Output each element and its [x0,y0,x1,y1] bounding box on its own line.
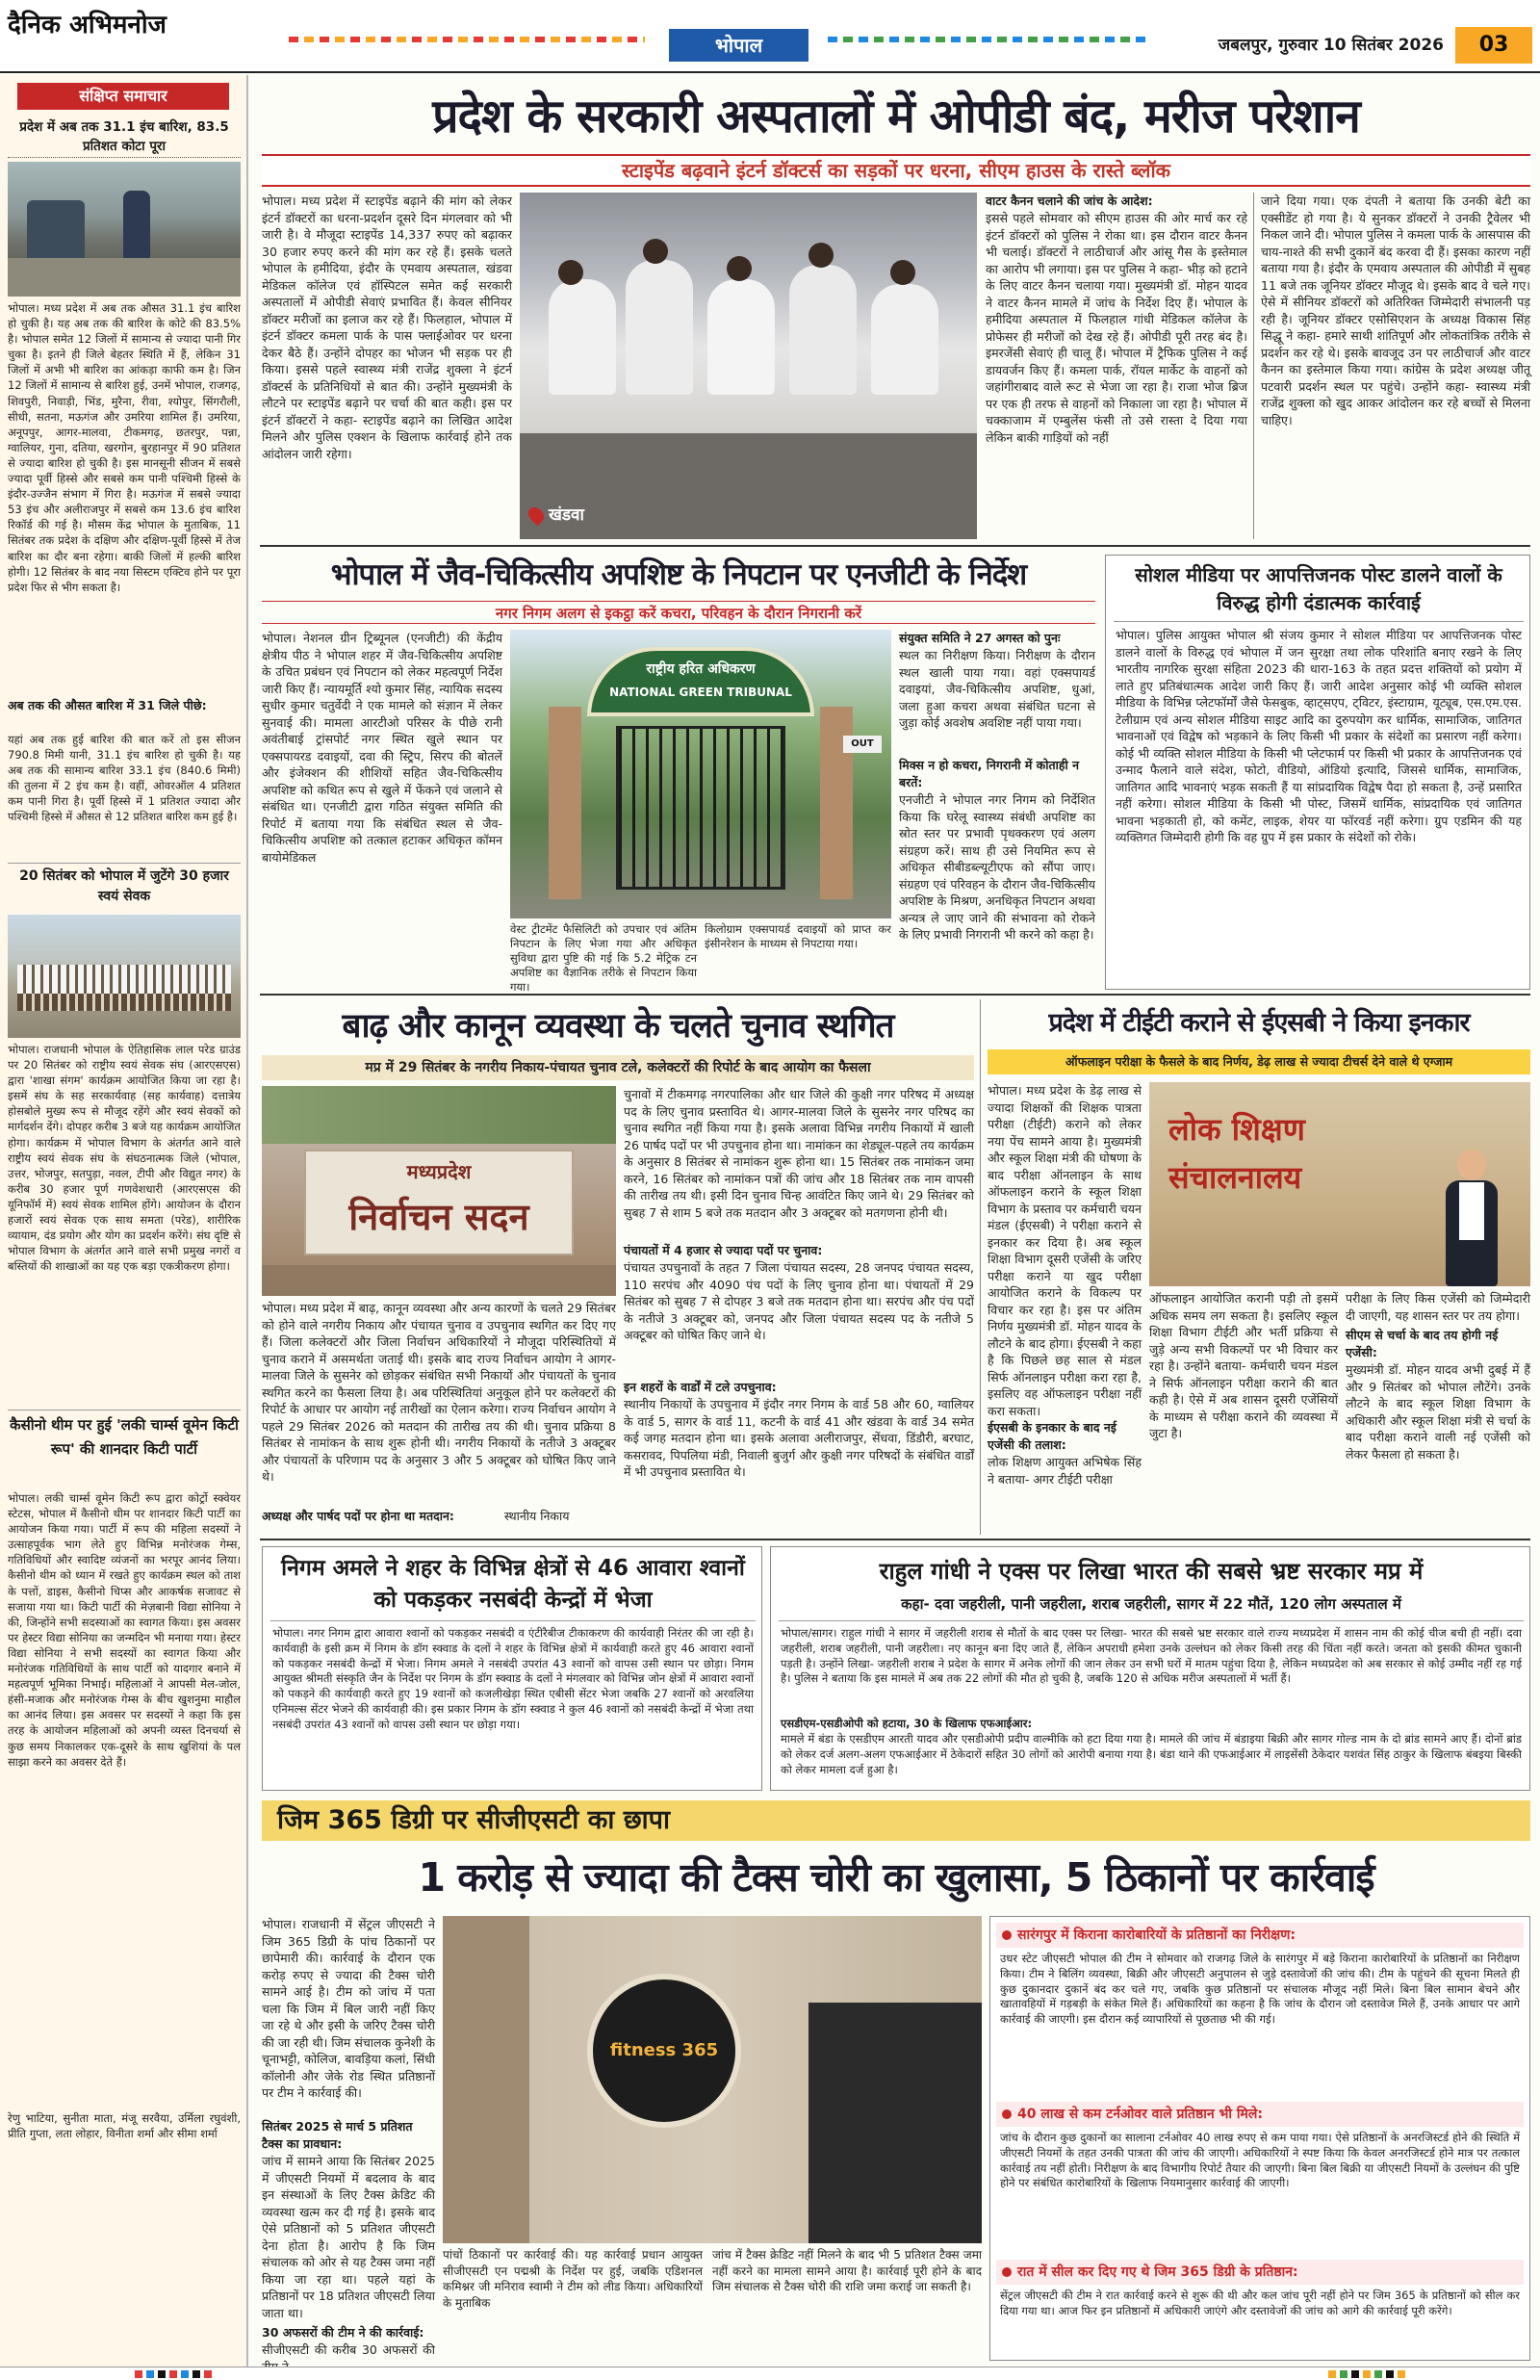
page-number: 03 [1455,27,1532,64]
lead-col-4: जाने दिया गया। एक दंपती ने बताया कि उनकी बेटी का एक्सीडेंट हो गया है। ये सुनकर डॉक्टरों ने उनकी ट्रैवेलर भी निकल जाने दी। भोपाल पुलिस ने कमला पार्क के आसपास की चाय-नाश्ते की सभी दुकानें बंद करवा दी हैं। इसका कारण नहीं बताया गया है। इंदौर के एमवाय अस्पताल की ओपीडी में सुबह 11 बजे तक जूनियर डॉक्टर मौजूद थे। इसके बाद वे चले गए। ऐसे में सीनियर डॉक्टरों को अतिरिक्त जिम्मेदारी संभालनी पड़ रही है। जूनियर डॉक्टर एसोसिएशन के अध्यक्ष विकास सिंह सिद्धू ने कहा- हमारे साथी शांतिपूर्ण और लोकतांत्रिक तरीके से प्रदर्शन कर रहे थे। इसके बावजूद उन पर लाठीचार्ज और वाटर कैनन का इस्तेमाल किया गया। कांग्रेस के प्रदेश अध्यक्ष जीतू पटवारी प्रदर्शन स्थल पर पहुंचे। उन्होंने कहा- स्वास्थ्य मंत्री राजेंद्र शुक्ला को खुद आकर आंदोलन कर रहे बच्चों से मिलना चाहिए। [1261,194,1530,427]
section-tab[interactable] [669,29,808,62]
ngt-subhead: नगर निगम अलग से इकट्ठा करें कचरा, परिवहन के दौरान निगरानी करें [262,601,1095,624]
ngt-headline: भोपाल में जैव-चिकित्सीय अपशिष्ट के निपटान पर एनजीटी के निर्देश [330,557,1027,592]
logo-text: दैनिक अभिमनोज [8,11,167,39]
teacher-figure [1438,1150,1505,1286]
registration-dots [135,2370,212,2378]
ngt-col-1: भोपाल। नेशनल ग्रीन ट्रिब्यूनल (एनजीटी) की केंद्रीय क्षेत्रीय पीठ ने भोपाल शहर में जैव-चिकित्सीय अपशिष्ट के उचित प्रबंधन एवं निपटान को लेकर महत्वपूर्ण निर्देश जारी किए हैं। न्यायमूर्ति श्यो कुमार सिंह, न्यायिक सदस्य सुधीर कुमार चतुर्वेदी ने एक मामले को संज्ञान में लेकर सुनवाई की। मामला आरटीओ परिसर के पीछे रानी अवंतीबाई ट्रांसपोर्ट नगर स्थित खुले स्थान पर एक्सपायरड दवाइयों, दवा की स्ट्रिप, सिरप की बोतलें और इंजेक्शन की शीशियों सहित जैव-चिकित्सीय अपशिष्ट को कथित रूप से खुले में फेंकने एवं जलाने से संबंधित था। एनजीटी द्वारा गठित संयुक्त समिति की रिपोर्ट में बताया गया कि संबंधित स्थल से जैव-चिकित्सीय अपशिष्ट को तत्काल हटाकर अधिकृत कॉमन बायोमेडिकल [262,631,502,865]
brief-3-headline: कैसीनो थीम पर हुई 'लकी चार्म्स वूमेन किटी रूप' की शानदार किटी पार्टी [10,1416,239,1458]
brief-2-headline: 20 सितंबर को भोपाल में जुटेंगे 30 हजार स्वयं सेवक [19,868,229,904]
ngt-out-sign: OUT [843,736,882,753]
lead-col-1: भोपाल। मध्य प्रदेश में स्टाइपेंड बढ़ाने की मांग को लेकर इंटर्न डॉक्टरों का धरना-प्रदर्शन दूसरे दिन मंगलवार को भी जारी है। वे मौजूदा स्टाइपेंड 14,337 रुपए को बढ़ाकर 30 हजार रुपए करने की मांग कर रहे हैं। इसके चलते भोपाल के हमीदिया, इंदौर के एमवाय अस्पताल, खंडवा मेडिकल कॉलेज एवं हॉस्पिटल समेत कई सरकारी अस्पतालों में ओपीडी सेवाएं प्रभावित हैं। केवल सीनियर डॉक्टर मरीजों का इलाज कर रहे हैं। फिलहाल, भोपाल में इंटर्न डॉक्टर कमला पार्क के पास फ्लाईओवर पर धरना देकर बैठे हैं। उन्होंने दोपहर का भोजन भी सड़क पर ही किया। इससे पहले स्वास्थ्य मंत्री राजेंद्र शुक्ला ने इंटर्न डॉक्टर्स के प्रतिनिधियों से बात की। उन्होंने मुख्यमंत्री के लौटने पर स्टाइपेंड बढ़ाने पर चर्चा की बात कही। इस पर इंटर्न डॉक्टरों ने कहा- स्टाइपेंड बढ़ाने का लिखित आदेश मिलने और पुलिस एक्शन के खिलाफ कार्रवाई होने तक आंदोलन जारी रहेगा। [262,194,512,461]
gym-b1-head-bar [996,1923,1524,1948]
election-col-2b: पंचायत उपचुनावों के तहत 7 जिला पंचायत सदस्य, 28 जनपद पंचायत सदस्य, 110 सरपंच और 4090 पंच पदों के लिए चुनाव होना था। पंचायतों में 29 सितंबर को सुबह 7 से दोपहर 3 बजे तक मतदान होना था। सरपंच और पंच पदों के नतीजे 3 अक्टूबर को, जनपद और जिला पंचायत सदस्य पद के नतीजे 5 अक्टूबर को घोषित किए जाने थे। [624,1260,974,1342]
registration-dots-right [1328,2370,1405,2378]
ngt-col-3: स्थल का निरीक्षण किया। निरीक्षण के दौरान स्थल खाली पाया गया। वहां एक्सपायर्ड दवाइयां, जैव-चिकित्सीय अपशिष्ट, धुआं, जला हुआ कचरा अथवा संबंधित घटना से जुड़ा कोई अवशेष अवशिष्ट नहीं पाया गया। [899,648,1095,730]
brief-1-photo [8,162,241,297]
tet-col-1: भोपाल। मध्य प्रदेश के डेढ़ लाख से ज्यादा शिक्षकों की शिक्षक पात्रता परीक्षा (टीईटी) कराने को लेकर नया पेंच सामने आया है। मुख्यमंत्री और स्कूल शिक्षा मंत्री की घोषणा के बाद परीक्षा ऑनलाइन के साथ ऑफलाइन कराने के स्कूल शिक्षा विभाग के प्रस्ताव पर कर्मचारी चयन मंडल (ईएसबी) ने परीक्षा कराने से इनकार कर दिया है। अब स्कूल शिक्षा विभाग दूसरी एजेंसी के जरिए परीक्षा कराने या खुद परीक्षा आयोजित कराने के विकल्प पर विचार कर रहा है। इस पर अंतिम निर्णय मुख्यमंत्री डॉ. मोहन यादव के लौटने के बाद होगा। ईएसबी ने कहा है कि पिछले छह साल से मंडल सिर्फ ऑनलाइन परीक्षा करा रहा है, इसलिए वह ऑफलाइन परीक्षा नहीं करा सकता। [988,1083,1142,1418]
dogs-headline: निगम अमले ने शहर के विभिन्न क्षेत्रों से 46 आवारा श्वानों को पकड़कर नसबंदी केन्द्रों में भेजा [281,1556,745,1613]
lead-photo-caption: खंडवा [549,505,584,525]
gym-photo [443,1916,982,2243]
ngt-gate [616,726,785,890]
brief-3-names: रेणु भाटिया, सुनीता माता, मंजू सरवैया, उर्मिला रघुवंशी, प्रीति गुप्ता, लता लोहार, विनीता शर्मा और सीमा शर्मा [8,2111,241,2141]
election-board-line-2: निर्वाचन सदन [348,1196,529,1238]
dateline: जबलपुर, गुरुवार 10 सितंबर 2026 [1218,36,1444,55]
election-col-1: भोपाल। मध्य प्रदेश में बाढ़, कानून व्यवस्था और अन्य कारणों के चलते 29 सितंबर को होने वाले नगरीय निकाय और पंचायत चुनाव व उपचुनाव स्थगित कर दिए गए हैं। जिला कलेक्टरों और जिला निर्वाचन अधिकारियों ने मौजूदा परिस्थितियों में चुनाव कराने में असमर्थता जताई थी। इसके बाद राज्य निर्वाचन आयोग ने आगर-मालवा जिले के सुसनेर को छोड़कर संबंधित सभी निकायों और पंचायतों के चुनाव स्थगित करने का फैसला लिया है। अब परिस्थितियां अनुकूल होने पर कलेक्टरों की रिपोर्ट के आधार पर आयोग नई तारीखों का ऐलान करेगा। राज्य निर्वाचन आयोग ने पहले 29 सितंबर 2026 को मतदान की तारीख तय की थी। चुनाव प्रक्रिया 8 सितंबर से नामांकन के साथ शुरू होनी थी। नगरीय निकायों के नतीजे 3 अक्टूबर और पंचायतों के परिणाम पद के अनुसार 3 और 5 अक्टूबर को घोषित किए जाने थे। [262,1301,616,1484]
ngt-caption-1: वेस्ट ट्रीटमेंट फैसिलिटी को उपचार एवं अंतिम निपटान के लिए भेजा गया और अधिकृत सुविधा द्वारा पुष्टि की गई कि 5.2 मेट्रिक टन अपशिष्ट का वैज्ञानिक तरीके से निपटान किया गया। [510,922,697,994]
gym-b2-body: जांच के दौरान कुछ दुकानों का सालाना टर्नओवर 40 लाख रुपए से कम पाया गया। ऐसे प्रतिष्ठानों के अनरजिस्टर्ड होने की स्थिति में जीएसटी नियमों के तहत उनकी पात्रता की जांच की जाएगी। अधिकारियों ने स्पष्ट किया कि केवल अनरजिस्टर्ड होने मात्र पर तत्काल कार्रवाई तय नहीं होती। निरीक्षण के बाद विभागीय रिपोर्ट तैयार की जाएगी। बिना बिल बिक्री या जीएसटी नियमों के उल्लंघन की पुष्टि होने पर संबंधित कारोबारियों के खिलाफ नियमानुसार कार्रवाई की जाएगी। [1000,2131,1520,2190]
ngt-board-english: NATIONAL GREEN TRIBUNAL [609,686,792,699]
lead-subhead: स्टाइपेंड बढ़वाने इंटर्न डॉक्टर्स का सड़कों पर धरना, सीएम हाउस के रास्ते ब्लॉक [621,159,1171,182]
election-board [304,1150,574,1255]
rahul-headline: राहुल गांधी ने एक्स पर लिखा भारत की सबसे भ्रष्ट सरकार मप्र में [879,1558,1424,1585]
tet-col-2: ऑफलाइन आयोजित करानी पड़ी तो इसमें अधिक समय लग सकता है। इसलिए स्कूल शिक्षा विभाग टीईटी और भर्ती प्रक्रिया से जुड़े अन्य सभी विकल्पों पर भी विचार कर रहा है। उन्होंने बताया- कर्मचारी चयन मंडल ने सिर्फ ऑनलाइन परीक्षा कराने की बात कही है। ऐसे में अब शासन दूसरी एजेंसियों के माध्यम से परीक्षा कराने की व्यवस्था में जुटा है। [1149,1291,1338,1440]
tet-subhead: ऑफलाइन परीक्षा के फैसले के बाद निर्णय, डेढ़ लाख से ज्यादा टीचर्स देने वाले थे एग्जाम [988,1049,1530,1074]
gym-col-1-head-2: 30 अफसरों की टीम ने की कार्रवाई: [262,2325,424,2340]
gym-b2-head-bar [996,2102,1524,2127]
gym-logo-text: fitness 365 [609,2040,719,2060]
gym-col-1-head: सितंबर 2025 से मार्च 5 प्रतिशत टैक्स का प्रावधान: [262,2119,413,2151]
brief-1-body: भोपाल। मध्य प्रदेश में अब तक औसत 31.1 इंच बारिश हो चुकी है। यह अब तक की बारिश के कोटे की 83.5% है। भोपाल समेत 12 जिलों में सामान्य से ज्यादा पानी गिर चुका है। इतने ही जिले बेहतर स्थिति में हैं, लेकिन 31 जिलों में अभी भी बारिश का आंकड़ा काफी कम है। जिन 12 जिलों में सामान्य से बारिश हुई, उनमें भोपाल, राजगढ़, शिवपुरी, निवाड़ी, भिंड, मुरैना, रीवा, श्योपुर, सिंगरौली, सीधी, सतना, मऊगंज और उमरिया शामिल हैं। उमरिया, अनूपपुर, आगर-मालवा, टीकमगढ़, छतरपुर, पन्ना, ग्वालियर, गुना, दतिया, खरगोन, बुरहानपुर में 90 प्रतिशत से ज्यादा बारिश हो चुकी है। इस मानसूनी सीजन में सबसे ज्यादा पूर्वी हिस्से और सबसे कम पानी पश्चिमी हिस्से के इंदौर-उज्जैन संभाग में गिरा है। मऊगंज में सबसे ज्यादा 53 इंच और अलीराजपुर में सबसे कम 13.6 इंच बारिश रिकॉर्ड की गई है। मौसम केंद्र भोपाल के मुताबिक, 11 सितंबर तक प्रदेश के दक्षिण और दक्षिण-पूर्वी हिस्से में तेज बारिश का दौर बना रहेगा। बाकी जिलों में हल्की बारिश होगी। 12 सितंबर के बाद नया सिस्टम एक्टिव होने पर पूरा प्रदेश फिर से भीग सकता है। [8,301,241,594]
gym-b1-head: सारंगपुर में किराना कारोबारियों के प्रतिष्ठानों का निरीक्षण: [1017,1927,1296,1943]
lead-col-3: इससे पहले सोमवार को सीएम हाउस की ओर मार्च कर रहे इंटर्न डॉक्टरों को पुलिस ने रोका था। इस दौरान वाटर कैनन भी चलाई। डॉक्टरों ने लाठीचार्ज और आंसू गैस के इस्तेमाल का आरोप भी लगाया। इस पर पुलिस ने कहा- भीड़ को हटाने के लिए वाटर कैनन चलाया गया। मुख्यमंत्री डॉ. मोहन यादव ने वाटर कैनन मामले में जांच के निर्देश दिए हैं। भोपाल के हमीदिया अस्पताल में फिलहाल गांधी मेडिकल कॉलेज के प्रोफेसर ही मरीजों को देख रहे हैं। ओपीडी पूरी तरह बंद है। इमरजेंसी सेवाएं ही चालू हैं। भोपाल में ट्रैफिक पुलिस ने कई डायवर्जन किए हैं। कमला पार्क, रॉयल मार्केट के वाहनों को जहांगीराबाद वाले रूट से भेजा जा रहा है। राजा भोज ब्रिज पर एक ही तरफ से वाहनों को निकाला जा रहा है। भोपाल में चक्काजाम में एम्बुलेंस फंसी तो उसे रास्ता दे दिया गया लेकिन बाकी गाड़ियों को नहीं [986,211,1247,445]
ngt-caption-2: किलोग्राम एक्सपायर्ड दवाइयों को प्राप्त कर इंसीनरेशन के माध्यम से निपटाया गया। [705,922,891,950]
rahul-body-head: एसडीएम-एसडीओपी को हटाया, 30 के खिलाफ एफआईआर: [781,1717,1033,1730]
gym-b1-body: उधर स्टेट जीएसटी भोपाल की टीम ने सोमवार को राजगढ़ जिले के सारंगपुर में बड़े किराना कारोबारियों के प्रतिष्ठानों का निरीक्षण किया। टीम ने बिलिंग व्यवस्था, बिक्री और जीएसटी अनुपालन से जुड़े दस्तावेजों की जांच की। टीम के पहुंचने की सूचना मिलते ही कुछ दुकानदार दुकानें बंद कर चले गए, जबकि कुछ प्रतिष्ठानों पर संचालक मौजूद नहीं मिले। बिना बिल सामान बेचने और खातावहियों में गड़बड़ी के संकेत मिले हैं। अधिकारियों का कहना है कि जांच के दौरान जो दस्तावेज मिले हैं, उनके आधार पर आगे कार्रवाई की जाएगी। इस दौरान कई व्यापारियों से पूछताछ भी की गई। [1000,1952,1520,2027]
masthead [0,0,1540,73]
sidebar-title: संक्षिप्त समाचार [17,83,229,110]
dogs-box [262,1546,762,1791]
brief-1-headline: प्रदेश में अब तक 31.1 इंच बारिश, 83.5 प्रतिशत कोटा पूरा [8,117,241,158]
lead-col-3-head: वाटर कैनन चलाने की जांच के आदेश: [986,194,1153,208]
ngt-col-3-head-2: मिक्स न हो कचरा, निगरानी में कोताही न बरतें: [899,758,1080,789]
gym-caption-2: जांच में टैक्स क्रेडिट नहीं मिलने के बाद भी 5 प्रतिशत टैक्स जमा नहीं करने का मामला सामने आया है। कार्रवाई पूरी होने के बाद जिम संचालक से टैक्स चोरी की राशि जमा कराई जा सकती है। [712,2248,982,2293]
gym-shop-door [808,2003,982,2243]
election-col-1-tail: स्थानीय निकाय [504,1509,570,1523]
election-board-line-1: मध्यप्रदेश [406,1160,472,1183]
sidebar [0,75,248,2371]
social-box [1105,555,1530,990]
election-col-2-head-2: इन शहरों के वार्डों में टले उपचुनाव: [624,1380,777,1394]
brief-1-body-2: यहां अब तक हुई बारिश की बात करें तो इस सीजन 790.8 मिमी यानी, 31.1 इंच बारिश हो चुकी है। यह अब तक की सामान्य बारिश 33.1 इंच (840.6 मिमी) की तुलना में 2 इंच कम है। वहीं, ओवरऑल 4 प्रतिशत कम पानी गिरा है। पूर्वी हिस्से में 1 प्रतिशत ज्यादा और पश्चिमी हिस्से में औसत से 12 प्रतिशत बारिश कम हुई है। [8,733,241,824]
tet-board: लोक शिक्षण संचालनालय [1168,1111,1305,1196]
footer-bar [0,2367,1540,2380]
lead-headline: प्रदेश के सरकारी अस्पतालों में ओपीडी बंद, मरीज परेशान [432,90,1360,143]
masthead-logo[interactable] [8,6,210,48]
section-label: भोपाल [714,34,763,57]
dogs-body: भोपाल। नगर निगम द्वारा आवारा श्वानों को पकड़कर नसबंदी व एंटीरैबीज टीकाकरण की कार्यवाही निरंतर की जा रही है। कार्यवाही के इसी क्रम में निगम के डॉग स्क्वाड के दलों ने शहर के विभिन्न क्षेत्रों में कार्यवाही करते हुए 46 आवारा श्वानों को पकड़कर नसबंदी केन्द्रों में भेजा। निगम अमले ने नसबंदी उपरांत 43 श्वानों को वापस उसी स्थान पर छोड़ा। निगम आयुक्त श्रीमती संस्कृति जैन के निर्देश पर निगम के डॉग स्क्वाड के दलों ने मंगलवार को विभिन्न जोन क्षेत्रों में आवारा श्वानों को पकड़ने की कार्यवाही करते हुए 19 श्वानों को कजलीखेड़ा स्थित एबीसी सेंटर भेजा जबकि 27 श्वानों को अरवलिया एनिमल्स सेंटर भेजने की कार्यवाही की। इस प्रकार निगम के डॉग स्क्वाड ने कुल 46 श्वानों को नसबंदी केन्द्रों में भेजा तथा नसबंदी उपरांत 43 श्वानों को वापस उसी स्थान पर छोड़ा गया। [272,1626,754,1731]
bullet-icon [1002,2267,1012,2277]
gym-b3-body: सेंट्रल जीएसटी की टीम ने रात कार्रवाई करने से शुरू की थी और कल जांच पूरी नहीं होने पर जिम 365 के प्रतिष्ठानों को सील कर दिया गया था। आज फिर इन प्रतिष्ठानों में अधिकारी जाएंगे और दस्तावेजों की जांच को आगे की कार्रवाई पूरी करेंगे। [1000,2289,1520,2317]
election-subhead: मप्र में 29 सितंबर के नगरीय निकाय-पंचायत चुनाव टले, कलेक्टरों की रिपोर्ट के बाद आयोग का फैसला [262,1055,974,1080]
election-headline: बाढ़ और कानून व्यवस्था के चलते चुनाव स्थगित [342,1007,894,1046]
gym-kicker: जिम 365 डिग्री पर सीजीएसटी का छापा [262,1800,1530,1841]
tet-headline: प्रदेश में टीईटी कराने से ईएसबी ने किया इनकार [1048,1008,1470,1038]
brief-2-body: भोपाल। राजधानी भोपाल के ऐतिहासिक लाल परेड ग्राउंड पर 20 सितंबर को राष्ट्रीय स्वयं सेवक संघ (आरएसएस) द्वारा 'शाखा संगम' कार्यक्रम आयोजित किया जा रहा है। इसमें संघ के सह सरकार्यवाह (सह कार्यवाह) दत्तात्रेय होसबोले मुख्य रूप से मौजूद रहेंगे और स्वयं सेवकों को मार्गदर्शन देंगे। दोपहर करीब 3 बजे यह कार्यक्रम आयोजित होगा। कार्यक्रम में भोपाल विभाग के अंतर्गत आने वाले राष्ट्रीय स्वयं सेवक संघ के संघठनात्मक जिले (भोपाल, उत्तर, भोजपुर, सतपुड़ा, नवल, टीपी और विद्युत नगर) के करीब 30 हजार पूर्ण गणवेशधारी (आरएसएस की यूनिफॉर्म में) स्वयं सेवक शामिल होंगे। आयोजन के दौरान हजारों स्वयं सेवक एक साथ समता (परेड), शारीरिक व्यायाम, दंड प्रयोग और योग का प्रदर्शन करेंगे। संघ दृष्टि से भोपाल विभाग के अंतर्गत आने वाले सभी प्रमुख नगरों व बस्तियों की शाखाओं का यह एक बड़ा एकत्रीकरण होगा। [8,1043,241,1274]
social-body: भोपाल। पुलिस आयुक्त भोपाल श्री संजय कुमार ने सोशल मीडिया पर आपत्तिजनक पोस्ट डालने वालों के विरुद्ध एवं भोपाल में जन सुरक्षा तथा लोक परिशांति बनाए रखने के लिए भारतीय नागरिक सुरक्षा संहिता 2023 की धारा-163 के तहत प्रदत्त शक्तियों को प्रयोग में लाते हुए प्रतिबंधात्मक आदेश जारी किए हैं। जारी आदेश अनुसार कोई भी व्यक्ति सोशल मीडिया के विभिन्न प्लेटफॉर्मों जैसे फेसबुक, व्हाट्सएप, ट्विटर, इंस्टाग्राम, यूट्यूब, एस.एम.एस. टेलीग्राम एवं अन्य सोशल मीडिया साइट आदि का दुरुपयोग कर धार्मिक, सामाजिक, जातिगत भावनाओं एवं विद्वेष को भड़काने के लिए किसी भी प्रकार के संदेशों का प्रसारण नहीं करेगा। कोई भी व्यक्ति सोशल मीडिया के किसी भी प्लेटफार्म पर किसी भी प्रकार के आपत्तिजनक एवं उन्माद फैलाने वाले संदेश, फोटो, वीडियो, ऑडियो इत्यादि, जिससे धार्मिक, सामाजिक, जातिगत आदि भावनाएं भड़क सकती हैं या सांप्रदायिक विद्वेष पैदा हो सकता है, उन्हें प्रसारित नहीं करेगा। सोशल मीडिया के किसी भी पोस्ट, जिसमें धार्मिक, सांप्रदायिक एवं जातिगत भावना भड़काती हो, को कमेंट, लाइक, शेयर या फॉरवर्ड नहीं करेगा। ग्रुप एडमिन की यह व्यक्तिगत जिम्मेदारी होगी कि वह ग्रुप में इस प्रकार के संदेशों को रोके। [1116,628,1522,844]
ngt-col-3-head: संयुक्त समिति ने 27 अगस्त को पुनः [899,631,1061,645]
bullet-icon [1002,1930,1012,1940]
social-headline: सोशल मीडिया पर आपत्तिजनक पोस्ट डालने वालों के विरुद्ध होगी दंडात्मक कार्रवाई [1135,563,1502,614]
color-strip [289,37,645,42]
election-col-2-head: पंचायतों में 4 हजार से ज्यादा पदों पर चुनाव: [624,1243,823,1257]
gym-b3-head-bar [996,2260,1524,2285]
tet-col-1b: लोक शिक्षण आयुक्त अभिषेक सिंह ने बताया- अगर टीईटी परीक्षा [988,1455,1142,1487]
tet-col-3-head: सीएम से चर्चा के बाद तय होगी नई एजेंसी: [1346,1328,1499,1359]
rahul-subhead: कहा- दवा जहरीली, पानी जहरीला, शराब जहरीली, सागर में 22 मौतें, 120 लोग अस्पताल में [901,1595,1401,1613]
bullet-icon [1002,2109,1012,2119]
lead-subhead-bar [262,154,1530,187]
tet-col-3b: मुख्यमंत्री डॉ. मोहन यादव अभी दुबई में हैं और 9 सितंबर को भोपाल लौटेंगे। उनके लौटने के बाद स्कूल शिक्षा विभाग के अधिकारी और स्कूल शिक्षा मंत्री से चर्चा के बाद परीक्षा कराने वाली नई एजेंसी को लेकर फैसला हो सकता है। [1346,1362,1530,1462]
rahul-body: भोपाल/सागर। राहुल गांधी ने सागर में जहरीली शराब से मौतों के बाद एक्स पर लिखा- भारत की सबसे भ्रष्ट सरकार वाले राज्य मध्यप्रदेश में शासन नाम की कोई चीज बची ही नहीं। दवा जहरीली, शराब जहरीली, पानी जहरीला। नए कानून बना दिए जाते हैं, लेकिन अपराधी हमेशा उनके उल्लंघन को लेकर किसी तरह की चिंता नहीं करते। जनता को इसकी कीमत चुकानी पड़ती है। उन्होंने लिखा- जहरीली शराब ने प्रदेश के सागर में अनेक लोगों की जान लेकर उन सभी घरों में मातम पहुंचा दिया है, लेकिन मध्यप्रदेश को अब सरकार से कोई उम्मीद नहीं रह गई है। पुलिस ने बताया कि इस मामले में अब तक 22 लोगों की मौत हो चुकी है, जबकि 120 से अधिक मरीज अस्पतालों में भर्ती हैं। [781,1626,1522,1686]
brief-1-subhead: अब तक की औसत बारिश में 31 जिले पीछे: [8,698,207,712]
ngt-photo [510,630,891,918]
rahul-box [770,1546,1530,1791]
lead-photo [520,193,977,539]
gym-col-1b: जांच में सामने आया कि सितंबर 2025 में जीएसटी नियमों में बदलाव के बाद इन संस्थाओं के लिए टैक्स क्रेडिट की व्यवस्था खत्म कर दी गई है। इसके बाद ऐसे प्रतिष्ठानों को 5 प्रतिशत जीएसटी देना होता है। आरोप है कि जिम संचालक को ओर से यह टैक्स जमा नहीं किया जा रहा था। पहले यहां के प्रतिष्ठानों पर 18 प्रतिशत जीएसटी लिया जाता था। [262,2154,435,2320]
election-col-2c: स्थानीय निकायों के उपचुनाव में इंदौर नगर निगम के वार्ड 58 और 60, ग्वालियर के वार्ड 5, सागर के वार्ड 11, कटनी के वार्ड 41 और खंडवा के वार्ड 34 समेत कई जगह मतदान होना था। इसके अलावा अलीराजपुर, सेंधवा, डिंडौरी, बरघाट, कसरावद, पिपलिया मंडी, निवाली बुजुर्ग और कुक्षी नगर परिषदों के संबंधित वार्डों में भी उपचुनाव प्रस्तावित थे। [624,1397,974,1479]
brief-3-body: भोपाल। लकी चार्म्स वूमेन किटी रूप द्वारा कोर्ट्रो स्क्वेयर स्टेटस, भोपाल में कैसीनो थीम पर शानदार किटी पार्टी का आयोजन किया गया। पार्टी में रूप की महिला सदस्यों ने उत्साहपूर्वक भाग लेते हुए विभिन्न मनोरंजक गेम्स, गतिविधियों और स्वादिष्ट व्यंजनों का भरपूर आनंद लिया। कैसीनो थीम को ध्यान में रखते हुए कार्यक्रम स्थल को ताश के पत्तों, डाइस, कैसीनो चिप्स और आकर्षक सजावट से सजाया गया था। किटी पार्टी की मेज़बानी विद्या सोनिया ने की, जिन्होंने सभी सदस्याओं का स्वागत किया। इस अवसर पर हेस्टर विद्या सोनिया का जन्मदिन भी मनाया गया। हेस्टर विद्या सोनिया ने सभी सदस्यों का स्वागत किया और मनोरंजक गतिविधियों के साथ पार्टी को यादगार बनाने में महत्वपूर्ण भूमिका निभाई। महिलाओं ने आपसी मेल-जोल, हंसी-मजाक और मनोरंजक गेम्स के बीच खुशनुमा माहौल का आनंद लिया। इस अवसर पर सदस्यों ने कहा कि इस तरह के आयोजन महिलाओं को अपनी व्यस्त दिनचर्या से कुछ समय निकालकर एक-दूसरे के साथ खुशियां के पल साझा करने का अवसर देते हैं। [8,1491,241,1769]
rahul-body-2: मामले में बंडा के एसडीएम आरती यादव और एसडीओपी प्रदीप वाल्मीकि को हटा दिया गया है। मामले की जांच में बंडाइया बिक्री और सागर गोल्ड नाम के दो ब्रांड सामने आए हैं। दोनों ब्रांड को लेकर दर्ज अलग-अलग एफआईआर में ठेकेदारों सहित 30 लोगों को आरोपी बनाया गया है। बंडा थाने की एफआईआर में लाइसेंसी ठेकेदार यशवंत सिंह ठाकुर के खिलाफ बंबइया बिस्की को लेकर मामला दर्ज हुआ है। [781,1732,1522,1776]
election-col-1-head: अध्यक्ष और पार्षद पदों पर होना था मतदान: [262,1509,454,1523]
gym-col-1: भोपाल। राजधानी में सेंट्रल जीएसटी ने जिम 365 डिग्री के पांच ठिकानों पर छापेमारी की। कार्रवाई के दौरान एक करोड़ रुपए से ज्यादा की टैक्स चोरी सामने आई है। टीम को जांच में पता चला कि जिम में बिल जारी नहीं किए जा रहे थे और इसी के जरिए टैक्स चोरी की जा रही थी। जिम संचालक कुनेशी के चूनाभट्टी, कोलिज, बावड़िया कलां, सिंधी कॉलोनी और जेके रोड स्थित प्रतिष्ठानों पर टीम ने कार्रवाई की। [262,1917,435,2100]
tet-col-3: परीक्षा के लिए किस एजेंसी को जिम्मेदारी दी जाएगी, यह शासन स्तर पर तय होगा। [1346,1291,1530,1323]
election-col-2: चुनावों में टीकमगढ़ नगरपालिका और धार जिले की कुक्षी नगर परिषद में अध्यक्ष पद के लिए चुनाव प्रस्तावित थे। आगर-मालवा जिले के सुसनेर नगर परिषद का चुनाव स्थगित नहीं किया गया है। इसके अलावा विभिन्न नगरीय निकायों में खाली 26 पार्षद पदों पर भी उपचुनाव होना था। नामांकन का शेड्यूल-पहले तय कार्यक्रम के अनुसार 8 सितंबर से नामांकन शुरू होना था। 15 सितंबर तक नामांकन जमा करने, 16 सितंबर को नामांकन पत्रों की जांच और 18 सितंबर तक नाम वापसी की तारीख तय थी। इसी दिन चुनाव चिन्ह आवंटित किए जाने थे। 29 सितंबर को सुबह 7 से शाम 5 बजे तक मतदान और 3 अक्टूबर को मतगणना होनी थी। [624,1087,974,1220]
ngt-col-3b: एनजीटी ने भोपाल नगर निगम को निर्देशित किया कि घरेलू स्वास्थ्य संबंधी अपशिष्ट का स्रोत स्तर पर प्रभावी पृथक्करण एवं अलग संग्रहण करें। साथ ही उसे नियमित रूप से अधिकृत सीबीडब्ल्यूटीएफ को सौंपा जाए। संग्रहण एवं परिवहन के दौरान जैव-चिकित्सीय अपशिष्ट के मिश्रण, अनधिकृत निपटान अथवा अन्यत्र ले जाए जाने की संभावना को रोकने के लिए प्रभावी निगरानी भी करने को कहा है। [899,792,1095,942]
gym-info-box [989,1916,1530,2361]
ngt-board-hindi: राष्ट्रीय हरित अधिकरण [646,661,756,677]
tet-col-1-head: ईएसबी के इनकार के बाद नई एजेंसी की तलाश: [988,1420,1116,1452]
gym-b2-head: 40 लाख से कम टर्नओवर वाले प्रतिष्ठान भी मिले: [1017,2107,1263,2122]
election-photo [262,1086,616,1296]
brief-2-photo [8,915,241,1038]
tet-photo [1149,1082,1530,1286]
gym-col-1c: सीजीएसटी की करीब 30 अफसरों की [262,2342,435,2357]
color-strip-right [828,37,1145,42]
gym-headline: 1 करोड़ से ज्यादा की टैक्स चोरी का खुलासा, 5 ठिकानों पर कार्रवाई [418,1854,1374,1901]
gym-b3-head: रात में सील कर दिए गए थे जिम 365 डिग्री के प्रतिष्ठान: [1017,2264,1298,2280]
gym-caption-1: पांचों ठिकानों पर कार्रवाई की। यह कार्रवाई प्रधान आयुक्त सीजीएसटी एन पद्मश्री के निर्देश पर हुई, जबकि एडिशनल कमिश्नर जी मनिराव स्वामी ने टीम को लीड किया। अधिकारियों के मुताबिक [443,2248,703,2310]
gym-logo-badge [587,1974,741,2128]
